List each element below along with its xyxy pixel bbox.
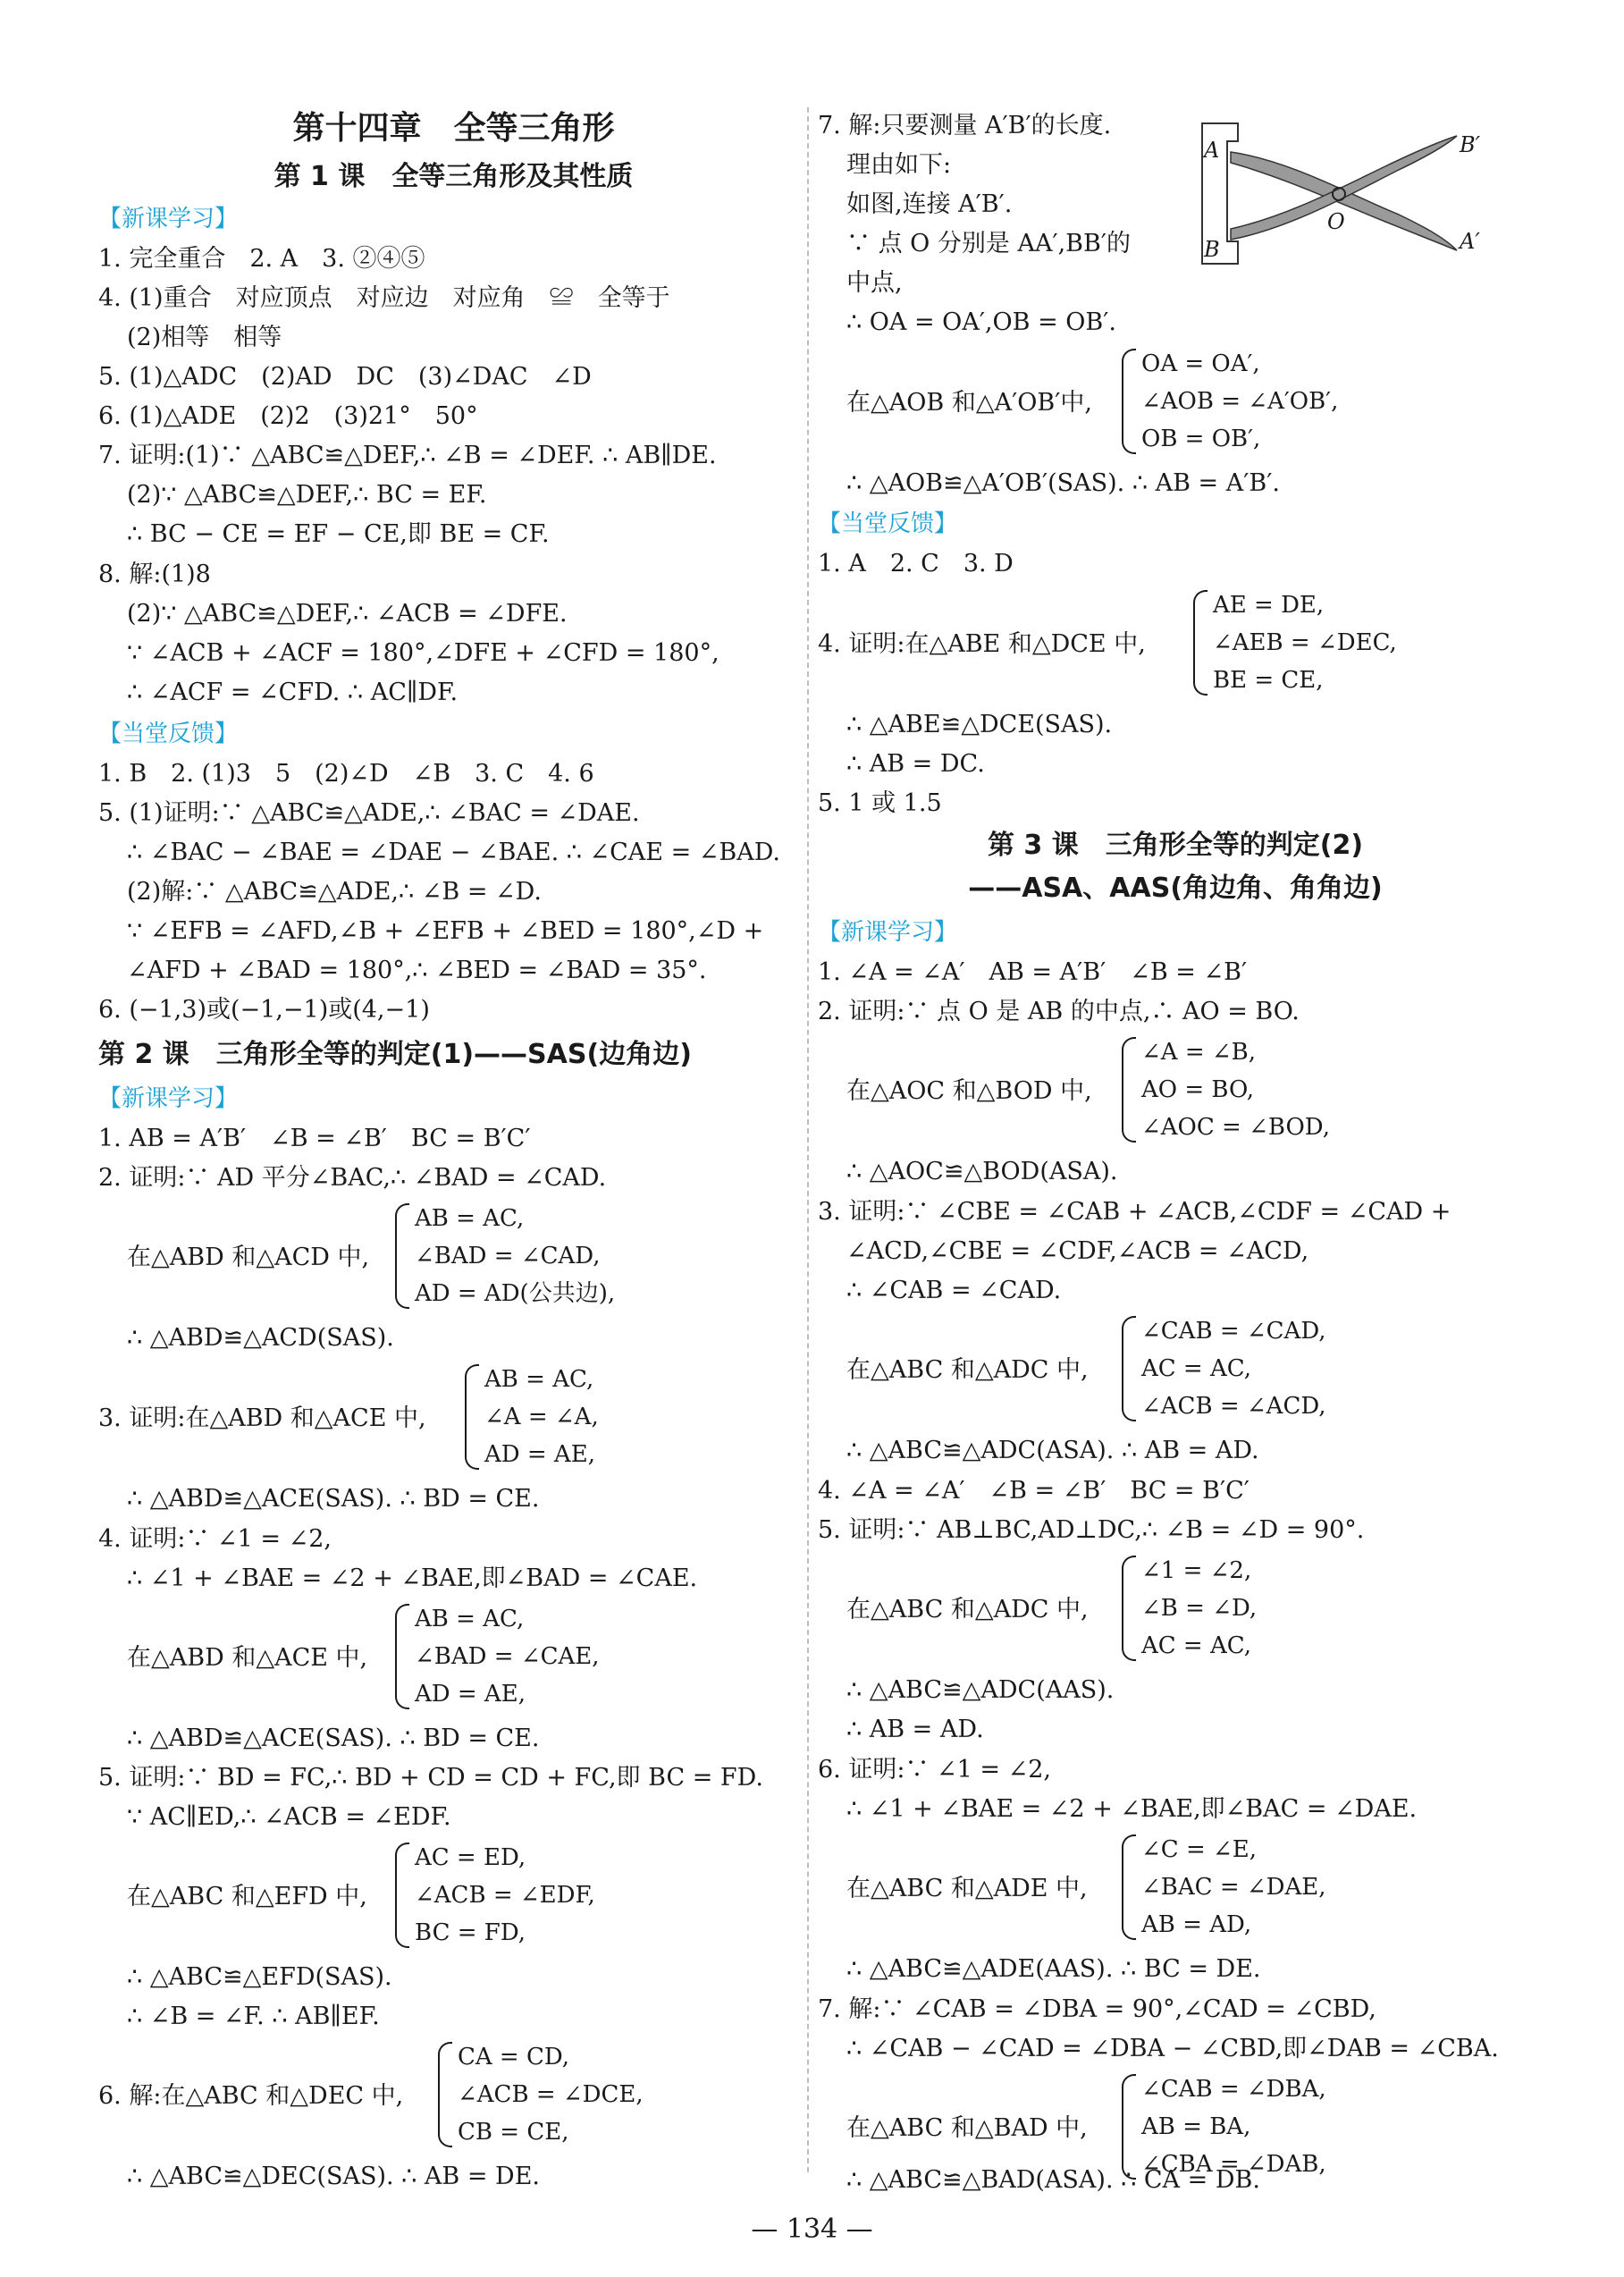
answer-line: ∴ △AOC≌△BOD(ASA). <box>846 1158 1118 1185</box>
system-row: ∠CAB = ∠CAD, <box>1141 1318 1326 1345</box>
answer-line: 在△ABC 和△ADE 中, <box>846 1875 1088 1902</box>
system-row: ∠BAD = ∠CAE, <box>415 1643 600 1670</box>
answer-line: 1. AB = A′B′ ∠B = ∠B′ BC = B′C′ <box>98 1125 531 1152</box>
answer-line: 在△ABC 和△ADC 中, <box>846 1596 1089 1623</box>
system-row: ∠AOB = ∠A′OB′, <box>1141 388 1339 415</box>
answer-line: 在△ABD 和△ACD 中, <box>127 1244 370 1271</box>
answer-line: ∴ △ABE≌△DCE(SAS). <box>846 711 1113 738</box>
answer-line: 在△ABC 和△BAD 中, <box>846 2114 1088 2142</box>
answer-line: 3. 证明:在△ABD 和△ACE 中, <box>98 1404 426 1432</box>
answer-line: ∴ ∠CAB = ∠CAD. <box>846 1277 1062 1304</box>
answer-line: 4. 证明:∵ ∠1 = ∠2, <box>98 1525 332 1553</box>
figure-label: A′ <box>1460 229 1480 254</box>
scissors-diagram-icon <box>1193 116 1488 273</box>
tag-new-learning: 【新课学习】 <box>98 1085 239 1112</box>
answer-line: 4. (1)重合 对应顶点 对应边 对应角 ≌ 全等于 <box>98 284 670 312</box>
answer-line: ∴ ∠1 + ∠BAE = ∠2 + ∠BAE,即∠BAC = ∠DAE. <box>846 1795 1418 1823</box>
equation-system <box>1122 1316 1390 1421</box>
answer-line: 5. 证明:∵ AB⊥BC,AD⊥DC,∴ ∠B = ∠D = 90°. <box>818 1516 1365 1544</box>
answer-line: 如图,连接 A′B′. <box>846 190 1013 218</box>
system-row: OB = OB′, <box>1141 426 1261 452</box>
figure-label: B <box>1204 237 1220 262</box>
answer-line: ∴ ∠B = ∠F. ∴ AB∥EF. <box>127 2003 380 2030</box>
system-row: ∠CBA = ∠DAB, <box>1141 2151 1326 2178</box>
system-row: AC = ED, <box>415 1844 526 1871</box>
brace-icon <box>1122 1556 1136 1661</box>
answer-line: ∴ ∠BAC − ∠BAE = ∠DAE − ∠BAE. ∴ ∠CAE = ∠BAD. <box>127 839 781 866</box>
answer-line: ∵ ∠EFB = ∠AFD,∠B + ∠EFB + ∠BED = 180°,∠D + <box>127 917 764 945</box>
answer-line: 3. 证明:∵ ∠CBE = ∠CAB + ∠ACB,∠CDF = ∠CAD + <box>818 1198 1452 1226</box>
lesson2-title: 第 2 课 三角形全等的判定(1)——SAS(边角边) <box>98 1039 692 1070</box>
answer-line: 7. 解:只要测量 A′B′的长度. <box>818 112 1112 139</box>
tag-feedback: 【当堂反馈】 <box>98 721 239 747</box>
answer-line: 在△ABC 和△ADC 中, <box>846 1356 1089 1384</box>
lesson1-title: 第 1 课 全等三角形及其性质 <box>273 161 634 192</box>
brace-icon <box>438 2042 452 2147</box>
column-divider <box>807 107 809 2172</box>
answer-line: (2)相等 相等 <box>127 324 282 351</box>
answer-line: 7. 证明:(1)∵ △ABC≌△DEF,∴ ∠B = ∠DEF. ∴ AB∥DE. <box>98 442 717 469</box>
answer-line: 理由如下: <box>846 151 952 179</box>
answer-line: 2. 证明:∵ 点 O 是 AB 的中点,∴ AO = BO. <box>818 998 1300 1025</box>
answer-line: 在△AOB 和△A′OB′中, <box>846 389 1092 417</box>
answer-line: ∴ △ABC≌△ADE(AAS). ∴ BC = DE. <box>846 1955 1261 1983</box>
system-row: AB = AC, <box>484 1366 594 1393</box>
system-row: AE = DE, <box>1213 592 1325 619</box>
tag-feedback: 【当堂反馈】 <box>818 510 958 537</box>
answer-line: (2)∵ △ABC≌△DEF,∴ ∠ACB = ∠DFE. <box>127 600 568 628</box>
answer-line: ∴ ∠1 + ∠BAE = ∠2 + ∠BAE,即∠BAD = ∠CAE. <box>127 1564 698 1592</box>
system-row: ∠ACB = ∠EDF, <box>415 1882 595 1909</box>
equation-system <box>438 2042 706 2147</box>
chapter-title: 第十四章 全等三角形 <box>292 110 615 147</box>
system-row: AB = AD, <box>1141 1911 1252 1938</box>
equation-system <box>395 1843 663 1948</box>
brace-icon <box>395 1203 409 1309</box>
brace-icon <box>1122 1316 1136 1421</box>
system-row: ∠AOC = ∠BOD, <box>1141 1114 1330 1141</box>
answer-line: ∴ △ABC≌△ADC(AAS). <box>846 1676 1115 1704</box>
system-row: ∠BAC = ∠DAE, <box>1141 1874 1326 1901</box>
answer-line: ∴ BC − CE = EF − CE,即 BE = CF. <box>127 520 550 548</box>
answer-line: 5. 证明:∵ BD = FC,∴ BD + CD = CD + FC,即 BC = FD. <box>98 1764 763 1792</box>
system-row: AB = BA, <box>1141 2113 1251 2140</box>
system-row: AO = BO, <box>1141 1076 1255 1103</box>
answer-line: 1. B 2. (1)3 5 (2)∠D ∠B 3. C 4. 6 <box>98 760 594 788</box>
answer-line: 6. (1)△ADE (2)2 (3)21° 50° <box>98 402 478 430</box>
system-row: ∠A = ∠A, <box>484 1404 599 1430</box>
answer-line: 中点, <box>846 269 903 297</box>
equation-system <box>1122 349 1408 454</box>
system-row: ∠A = ∠B, <box>1141 1039 1257 1066</box>
answer-line: (2)∵ △ABC≌△DEF,∴ BC = EF. <box>127 481 487 509</box>
answer-line: ∴ △ABD≌△ACE(SAS). ∴ BD = CE. <box>127 1725 540 1752</box>
answer-line: ∴ △ABC≌△ADC(ASA). ∴ AB = AD. <box>846 1437 1259 1464</box>
answer-line: ∠AFD + ∠BAD = 180°,∴ ∠BED = ∠BAD = 35°. <box>127 957 707 984</box>
equation-system <box>1122 2074 1390 2180</box>
equation-system <box>465 1364 697 1470</box>
answer-line: 在△ABD 和△ACE 中, <box>127 1644 368 1672</box>
answer-line: ∠ACD,∠CBE = ∠CDF,∠ACB = ∠ACD, <box>846 1237 1309 1265</box>
answer-line: ∴ OA = OA′,OB = OB′. <box>846 308 1116 336</box>
system-row: ∠B = ∠D, <box>1141 1595 1258 1622</box>
answer-line: 在△ABC 和△EFD 中, <box>127 1883 367 1910</box>
system-row: AD = AE, <box>415 1681 526 1708</box>
answer-line: 在△AOC 和△BOD 中, <box>846 1077 1092 1105</box>
scissors-figure <box>1193 116 1488 273</box>
answer-line: ∴ △ABC≌△DEC(SAS). ∴ AB = DE. <box>127 2163 540 2190</box>
system-row: ∠ACB = ∠ACD, <box>1141 1393 1326 1420</box>
brace-icon <box>1122 1834 1136 1940</box>
answer-line: ∴ △ABC≌△BAD(ASA). ∴ CA = DB. <box>846 2166 1260 2194</box>
system-row: AC = AC, <box>1141 1632 1251 1659</box>
system-row: AC = AC, <box>1141 1355 1251 1382</box>
brace-icon <box>465 1364 479 1470</box>
system-row: ∠ACB = ∠DCE, <box>458 2081 644 2108</box>
answer-line: ∵ 点 O 分别是 AA′,BB′的 <box>846 230 1131 257</box>
system-row: AD = AD(公共边), <box>415 1280 616 1307</box>
brace-icon <box>1193 590 1207 696</box>
equation-system <box>1122 1556 1390 1661</box>
answer-line: 6. 解:在△ABC 和△DEC 中, <box>98 2082 404 2110</box>
answer-line: (2)解:∵ △ABC≌△ADE,∴ ∠B = ∠D. <box>127 878 542 906</box>
answer-line: ∴ ∠ACF = ∠CFD. ∴ AC∥DF. <box>127 679 459 706</box>
brace-icon <box>1122 349 1136 454</box>
system-row: ∠BAD = ∠CAD, <box>415 1243 601 1269</box>
equation-system <box>1122 1834 1390 1940</box>
answer-line: 5. (1)△ADC (2)AD DC (3)∠DAC ∠D <box>98 363 592 391</box>
system-row: ∠AEB = ∠DEC, <box>1213 629 1397 656</box>
answer-line: ∴ △ABD≌△ACD(SAS). <box>127 1324 394 1352</box>
answer-line: 4. 证明:在△ABE 和△DCE 中, <box>818 630 1146 658</box>
system-row: BE = CE, <box>1213 667 1324 694</box>
equation-system <box>395 1203 663 1309</box>
equation-system <box>1193 590 1461 696</box>
system-row: AD = AE, <box>484 1441 595 1468</box>
tag-new-learning: 【新课学习】 <box>98 206 239 232</box>
answer-line: ∴ AB = DC. <box>846 750 985 778</box>
lesson3-title: 第 3 课 三角形全等的判定(2) <box>987 830 1364 861</box>
answer-line: 8. 解:(1)8 <box>98 561 211 588</box>
page-number: — 134 — <box>751 2214 873 2245</box>
system-row: ∠1 = ∠2, <box>1141 1557 1252 1584</box>
system-row: ∠CAB = ∠DBA, <box>1141 2076 1326 2103</box>
brace-icon <box>395 1604 409 1709</box>
system-row: AB = AC, <box>415 1205 525 1232</box>
figure-label: B′ <box>1460 132 1481 157</box>
answer-line: ∴ ∠CAB − ∠CAD = ∠DBA − ∠CBD,即∠DAB = ∠CBA. <box>846 2035 1499 2062</box>
answer-line: 6. (−1,3)或(−1,−1)或(4,−1) <box>98 996 430 1024</box>
figure-label: O <box>1327 209 1345 234</box>
answer-line: 7. 解:∵ ∠CAB = ∠DBA = 90°,∠CAD = ∠CBD, <box>818 1995 1376 2023</box>
system-row: CA = CD, <box>458 2044 570 2070</box>
system-row: BC = FD, <box>415 1919 526 1946</box>
answer-line: ∴ △ABC≌△EFD(SAS). <box>127 1963 392 1991</box>
system-row: ∠C = ∠E, <box>1141 1836 1258 1863</box>
brace-icon <box>395 1843 409 1948</box>
answer-line: ∴ △ABD≌△ACE(SAS). ∴ BD = CE. <box>127 1485 540 1513</box>
brace-icon <box>1122 2074 1136 2180</box>
answer-line: ∵ ∠ACB + ∠ACF = 180°,∠DFE + ∠CFD = 180°, <box>127 639 719 667</box>
tag-new-learning: 【新课学习】 <box>818 919 958 946</box>
answer-line: 1. A 2. C 3. D <box>818 550 1014 578</box>
system-row: CB = CE, <box>458 2119 569 2146</box>
system-row: OA = OA′, <box>1141 350 1260 377</box>
brace-icon <box>1122 1037 1136 1143</box>
answer-line: ∴ △AOB≌△A′OB′(SAS). ∴ AB = A′B′. <box>846 469 1280 497</box>
equation-system <box>1122 1037 1390 1143</box>
answer-line: 4. ∠A = ∠A′ ∠B = ∠B′ BC = B′C′ <box>818 1477 1250 1505</box>
figure-label: A <box>1204 138 1220 163</box>
answer-line: 1. ∠A = ∠A′ AB = A′B′ ∠B = ∠B′ <box>818 958 1248 986</box>
lesson3-subtitle: ——ASA、AAS(角边角、角角边) <box>968 873 1383 904</box>
answer-line: 5. 1 或 1.5 <box>818 789 942 817</box>
answer-line: 5. (1)证明:∵ △ABC≌△ADE,∴ ∠BAC = ∠DAE. <box>98 799 640 827</box>
answer-line: 2. 证明:∵ AD 平分∠BAC,∴ ∠BAD = ∠CAD. <box>98 1164 607 1192</box>
equation-system <box>395 1604 663 1709</box>
answer-line: ∴ AB = AD. <box>846 1716 984 1743</box>
answer-line: 1. 完全重合 2. A 3. ②④⑤ <box>98 245 425 273</box>
system-row: AB = AC, <box>415 1606 525 1632</box>
answer-line: 6. 证明:∵ ∠1 = ∠2, <box>818 1756 1051 1784</box>
answer-line: ∵ AC∥ED,∴ ∠ACB = ∠EDF. <box>127 1803 451 1831</box>
